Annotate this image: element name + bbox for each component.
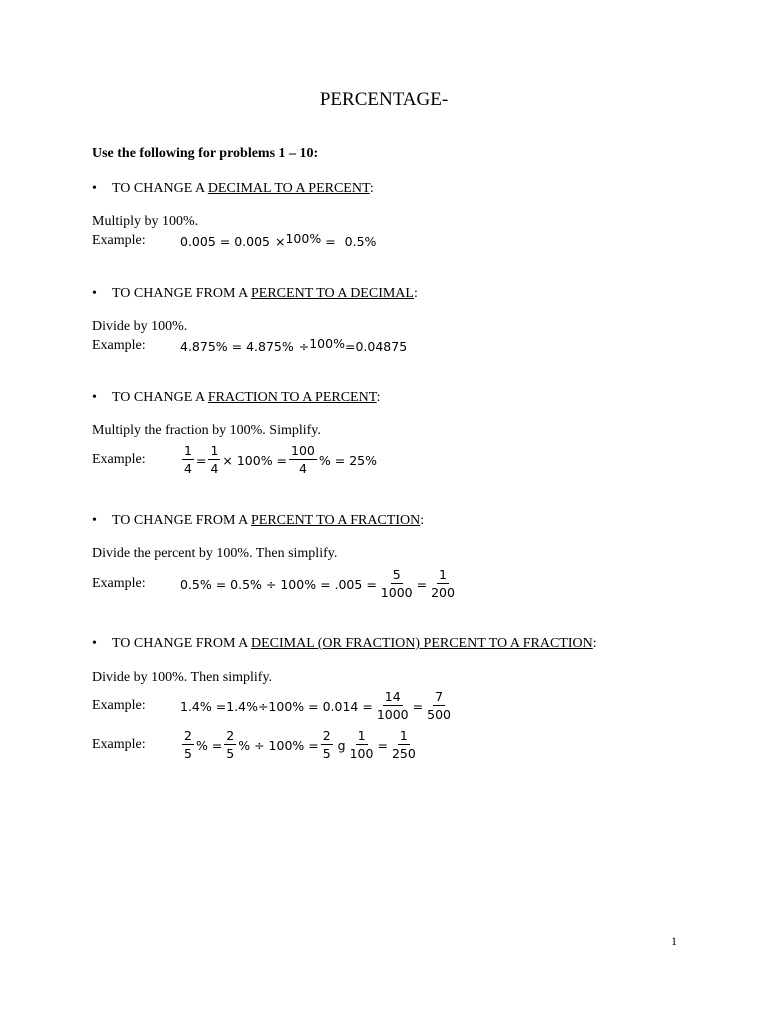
fraction: $\frac{1}{200}$ <box>431 566 455 600</box>
heading-colon: : <box>369 181 374 196</box>
expr-result: 0.04875 <box>355 338 408 354</box>
heading-text: TO CHANGE A <box>112 181 208 196</box>
section-2-example <box>92 326 407 366</box>
heading-colon: : <box>420 513 425 528</box>
instruction-text: Use the following for problems 1 – 10: <box>92 146 319 161</box>
expr-equals: = <box>416 576 428 592</box>
divide-symbol: ÷ <box>298 338 310 354</box>
heading-topic: DECIMAL TO A PERCENT <box>207 181 370 196</box>
example-label: Example: <box>92 452 146 467</box>
section-4-heading <box>92 513 424 529</box>
section-2-rule: Divide by 100%. <box>92 319 188 334</box>
section-1-rule: Multiply by 100%. <box>92 214 199 229</box>
page-title: PERCENTAGE- <box>319 89 449 110</box>
example-label: Example: <box>92 576 146 591</box>
heading-text: TO CHANGE FROM A <box>112 286 251 301</box>
section-5-rule: Divide by 100%. Then simplify. <box>92 670 273 685</box>
fraction: $\frac{1}{4}$ <box>210 442 219 476</box>
expr-result: 0.5% <box>344 233 377 249</box>
expr-symbol: g <box>337 737 346 753</box>
example-expression <box>180 442 377 476</box>
expr-equals: = <box>377 737 388 753</box>
section-4-example <box>92 564 459 604</box>
fraction: $\frac{5}{1000}$ <box>380 566 413 600</box>
expr-part: 0.005 = 0.005 <box>180 233 270 249</box>
section-2-heading <box>92 286 418 302</box>
fraction: $\frac{1}{250}$ <box>391 727 416 761</box>
heading-text: TO CHANGE FROM A <box>112 636 251 651</box>
heading-text: TO CHANGE FROM A <box>112 513 251 528</box>
fraction: $\frac{2}{5}$ <box>226 727 235 761</box>
fraction: $\frac{1}{100}$ <box>349 727 374 761</box>
heading-colon: : <box>376 390 381 405</box>
example-expression <box>180 688 455 722</box>
section-3-heading <box>92 390 380 406</box>
section-1-heading <box>92 181 374 197</box>
bullet-icon: • <box>92 513 97 528</box>
bullet-icon: • <box>92 286 97 301</box>
expr-part: 1.4% =1.4%÷100% = 0.014 = <box>180 698 373 714</box>
expr-part: 0.5% = 0.5% ÷ 100% = .005 = <box>180 576 377 592</box>
heading-topic: DECIMAL (OR FRACTION) PERCENT TO A FRACTION <box>251 636 593 651</box>
bullet-icon: • <box>92 181 97 196</box>
expr-result: % = 25% <box>318 452 377 468</box>
example-expression <box>180 566 459 600</box>
example-label: Example: <box>92 698 146 713</box>
heading-colon: : <box>592 636 597 651</box>
example-label: Example: <box>92 233 146 248</box>
page-number: 1 <box>671 934 677 948</box>
section-3-rule: Multiply the fraction by 100%. Simplify. <box>92 423 321 438</box>
bullet-icon: • <box>92 390 97 405</box>
example-label: Example: <box>92 737 146 752</box>
section-5-example-2 <box>92 725 420 765</box>
fraction: $\frac{14}{1000}$ <box>376 688 409 722</box>
expr-part: % ÷ 100% = <box>238 737 319 753</box>
section-5-heading <box>92 636 597 652</box>
expr-part: 100% <box>309 335 345 351</box>
expr-equals: = <box>412 698 424 714</box>
section-5-example-1 <box>92 686 455 726</box>
fraction: $\frac{2}{5}$ <box>184 727 192 761</box>
expr-part: 100% <box>285 230 322 246</box>
section-3-example <box>92 440 377 480</box>
heading-topic: FRACTION TO A PERCENT <box>207 390 377 405</box>
expr-equals: = <box>344 338 356 354</box>
section-1-example <box>92 221 376 261</box>
expr-equals: = <box>321 233 340 249</box>
heading-topic: PERCENT TO A DECIMAL <box>251 286 414 301</box>
heading-colon: : <box>413 286 418 301</box>
expr-part: 4.875% = 4.875% <box>180 338 294 354</box>
example-label: Example: <box>92 338 146 353</box>
section-4-rule: Divide the percent by 100%. Then simplify. <box>92 546 338 561</box>
expr-part: × 100% = <box>222 452 288 468</box>
fraction: $\frac{7}{500}$ <box>427 688 451 722</box>
example-expression <box>180 335 408 354</box>
bullet-icon: • <box>92 636 97 651</box>
fraction: $\frac{1}{4}$ <box>184 442 192 476</box>
fraction: $\frac{2}{5}$ <box>322 727 331 761</box>
example-expression <box>180 727 420 761</box>
expr-equals: = <box>195 452 207 468</box>
fraction: $\frac{100}{4}$ <box>291 442 315 476</box>
example-expression <box>180 230 377 249</box>
heading-topic: PERCENT TO A FRACTION <box>251 513 421 528</box>
multiply-symbol: × <box>275 233 286 249</box>
heading-text: TO CHANGE A <box>112 390 208 405</box>
expr-part: % = <box>195 737 223 753</box>
